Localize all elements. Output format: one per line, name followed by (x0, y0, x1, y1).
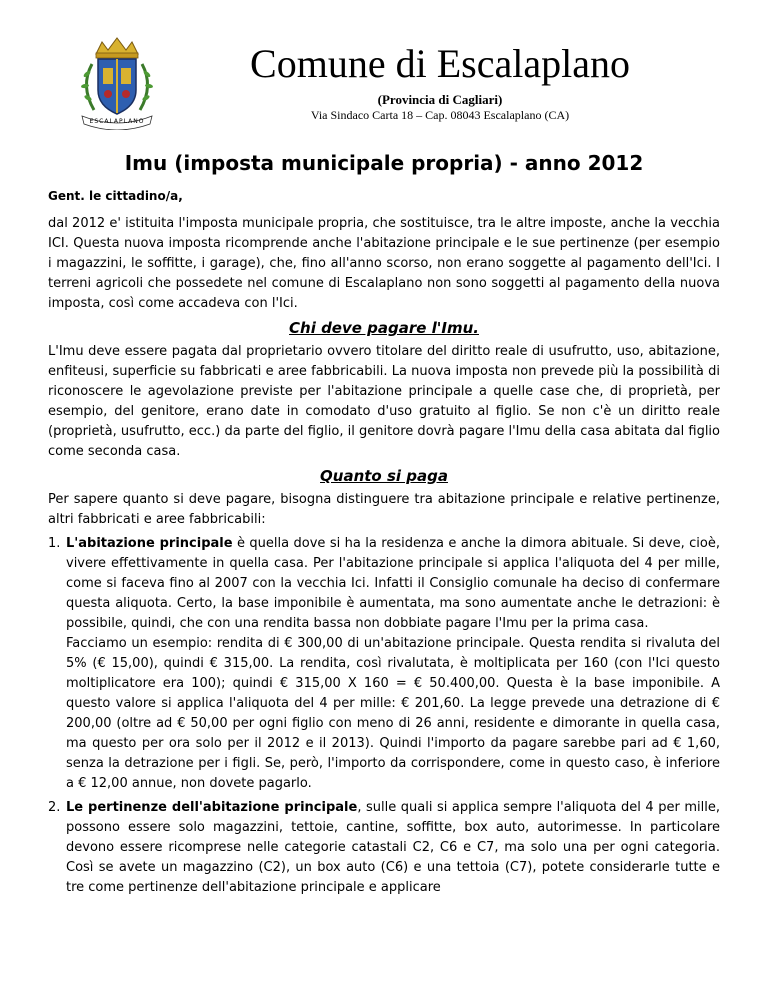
section-heading-how-much: Quanto si paga (320, 467, 448, 485)
list-item-example: Facciamo un esempio: rendita di € 300,00 di un'abitazione principale. Questa rendita si rivaluta del 5% (€ 15,00), quindi € 315,00. La rendita, così rivalutata, è moltiplicata per 160 (con l'Ici questo moltiplicatore era 100); quindi € 315,00 X 160 = € 50.400,00. Questa è la base imponibile. A questo valore si applica l'aliquota del 4 per mille: € 201,60. La legge prevede una detrazione di € 200,00 (oltre ad € 50,00 per ogni figlio con meno di 26 anni, residente e dimorante in quella casa, ma questo per ora solo per il 2012 e il 2013). Quindi l'importo da pagare sarebbe pari ad € 1,60, senza la detrazione per i figli. Se, però, l'importo da corrispondere, come in questo caso, è inferiore a € 12,00 annue, non dovete pagarlo. (66, 636, 720, 791)
document-title: Imu (imposta municipale propria) - anno 2012 (124, 151, 644, 175)
list-item-number: 2. (48, 800, 61, 815)
greeting: Gent. le cittadino/a, (48, 189, 183, 203)
list-item-number: 1. (48, 536, 61, 551)
crest-motto: ESCALAPLANO (89, 118, 145, 125)
list-item-text: è quella dove si ha la residenza e anche la dimora abituale. Si deve, cioè, vivere effettivamente in quella casa. Per l'abitazione principale si applica l'aliquota del 4 per mille, come si faceva fino al 2007 con la vecchia Ici. Infatti il Consiglio comunale ha deciso di confermare questa aliquota. Certo, la base imponibile è aumentata, ma sono aumentate anche le detrazioni: è possibile, quindi, che con una rendita bassa non dobbiate pagare l'Imu per la prima casa. (66, 536, 720, 631)
list-item-heading: Le pertinenze dell'abitazione principale (66, 800, 358, 815)
province-name: (Provincia di Cagliari) (377, 92, 503, 107)
list-item-heading: L'abitazione principale (66, 536, 233, 551)
intro-paragraph: dal 2012 e' istituita l'imposta municipale propria, che sostituisce, tra le altre imposte, anche la vecchia ICI. Questa nuova imposta ricomprende anche l'abitazione principale e le sue pertinenze (per esempio i magazzini, le soffitte, i garage), che, fino all'anno scorso, non erano soggette al pagamento dell'Ici. I terreni agricoli che possedete nel comune di Escalaplano non sono soggetti al pagamento della nuova imposta, così come accadeva con l'Ici. (48, 216, 720, 311)
municipal-crest-logo (72, 34, 162, 130)
list-item (48, 798, 720, 898)
numbered-list (48, 534, 720, 898)
document-body (48, 150, 720, 902)
how-much-paragraph: Per sapere quanto si deve pagare, bisogna distinguere tra abitazione principale e relative pertinenze, altri fabbricati e aree fabbricabili: (48, 492, 720, 527)
list-item (48, 534, 720, 794)
municipality-address: Via Sindaco Carta 18 – Cap. 08043 Escalaplano (CA) (310, 108, 570, 122)
who-pays-paragraph: L'Imu deve essere pagata dal proprietario ovvero titolare del diritto reale di usufrutto, uso, abitazione, enfiteusi, superficie su fabbricati e aree fabbricabili. La nuova imposta non prevede più la possibilità di riconoscere le agevolazione previste per l'abitazione principale a quelle case che, di proprietà, per esempio, del genitore, erano date in comodato d'uso gratuito al figlio. Se non c'è un diritto reale (proprietà, usufrutto, ecc.) da parte del figlio, il genitore dovrà pagare l'Imu della casa abitata dal figlio come seconda casa. (48, 344, 720, 459)
section-heading-who-pays: Chi deve pagare l'Imu. (289, 319, 479, 337)
list-item-text: , sulle quali si applica sempre l'aliquota del 4 per mille, possono essere solo magazzini, tettoie, cantine, soffitte, box auto, autorimesse. In particolare devono essere ricomprese nelle categorie catastali C2, C6 e C7, ma solo una per ogni categoria. Così se avete un magazzino (C2), un box auto (C6) e una tettoia (C7), potete considerarle tutte e tre come pertinenze dell'abitazione principale e applicare (66, 800, 720, 895)
municipality-name: Comune di Escalaplano (250, 41, 630, 86)
